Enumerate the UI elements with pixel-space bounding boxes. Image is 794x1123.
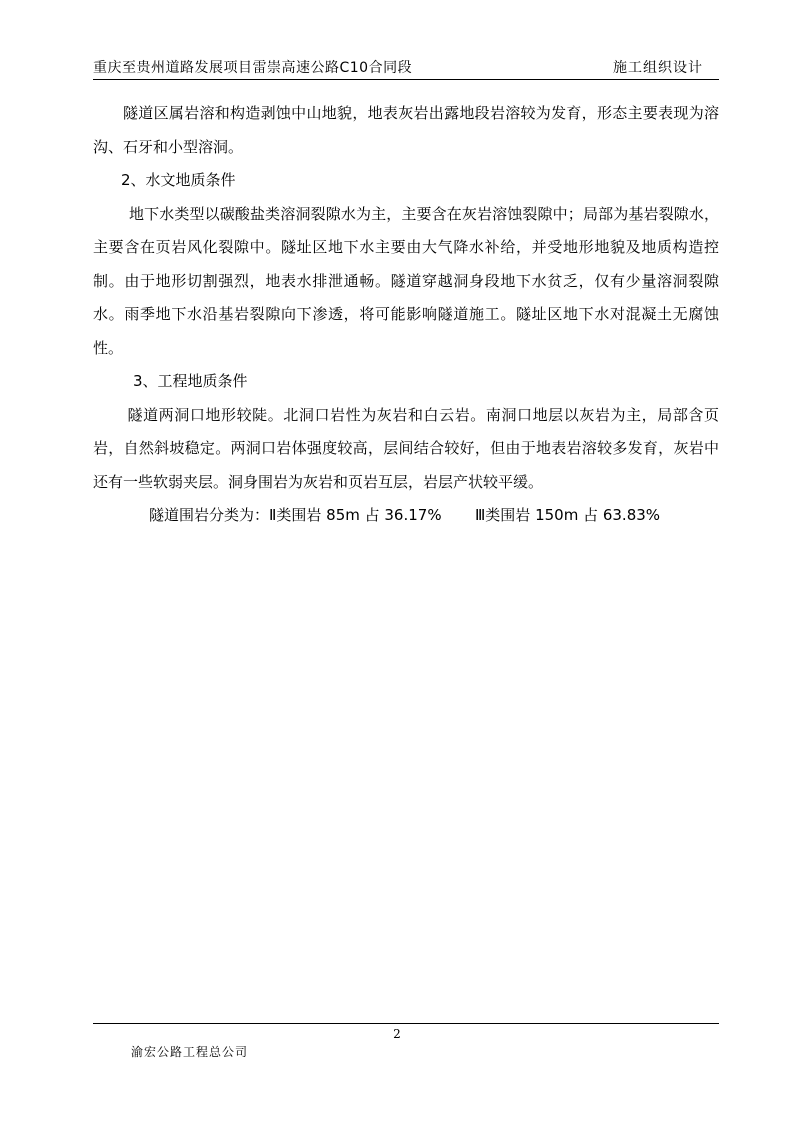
paragraph-hydrogeology: 地下水类型以碳酸盐类溶洞裂隙水为主，主要含在灰岩溶蚀裂隙中；局部为基岩裂隙水，主要含在页岩风化裂隙中。隧址区地下水主要由大气降水补给，并受地形地貌及地质构造控制。由于地形切割强烈，地表水排泄通畅。隧道穿越洞身段地下水贫乏，仅有少量溶洞裂隙水。雨季地下水沿基岩裂隙向下渗透，将可能影响隧道施工。隧址区地下水对混凝土无腐蚀性。: [93, 204, 719, 357]
footer-company-name: 渝宏公路工程总公司: [131, 1045, 249, 1059]
header-rule: [93, 79, 719, 80]
header-document-type: 施工组织设计: [613, 60, 703, 76]
paragraph-landform: 隧道区属岩溶和构造剥蚀中山地貌，地表灰岩出露地段岩溶较为发育，形态主要表现为溶沟、石牙和小型溶洞。: [93, 104, 719, 156]
paragraph-engineering-geology: 隧道两洞口地形较陡。北洞口岩性为灰岩和白云岩。南洞口地层以灰岩为主，局部含页岩，自然斜坡稳定。两洞口岩体强度较高，层间结合较好，但由于地表岩溶较多发育，灰岩中还有一些软弱夹层。洞身围岩为灰岩和页岩互层，岩层产状较平缓。: [93, 405, 719, 491]
document-body: [93, 97, 719, 533]
footer-rule: [93, 1023, 719, 1024]
page-header: [93, 57, 719, 79]
section-heading-engineering-geology: 3、工程地质条件: [133, 372, 248, 390]
header-project-title: 重庆至贵州道路发展项目雷崇高速公路C10合同段: [93, 60, 413, 76]
rock-classification-line: 隧道围岩分类为：Ⅱ类围岩 85m 占 36.17% Ⅲ类围岩 150m 占 63.83%: [149, 506, 661, 524]
section-heading-hydrogeology: 2、水文地质条件: [121, 171, 236, 189]
page-number: 2: [393, 1027, 401, 1041]
